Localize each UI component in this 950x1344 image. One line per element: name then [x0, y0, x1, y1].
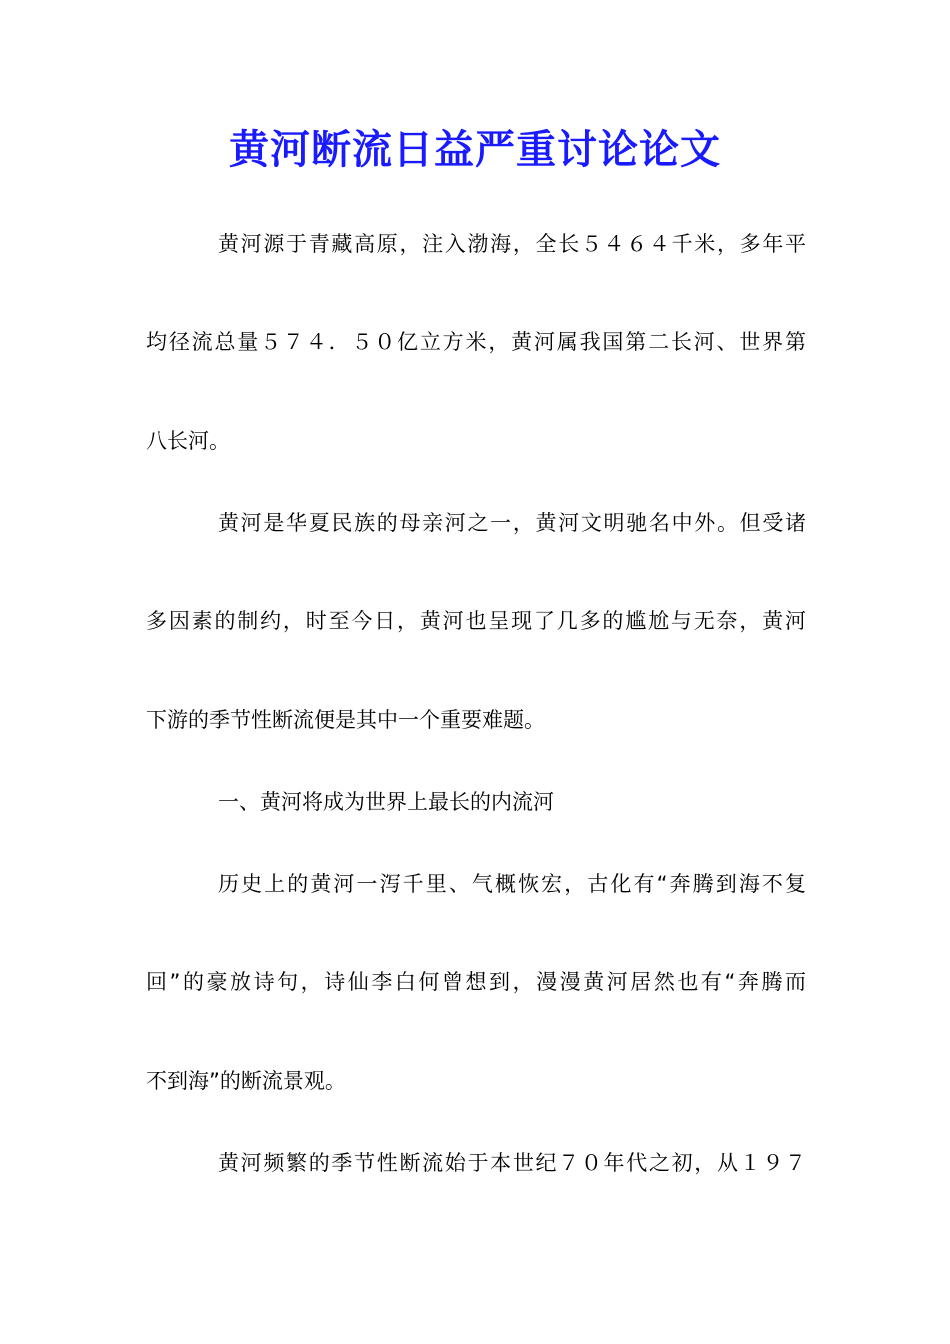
paragraph-line: 黄河是华夏民族的母亲河之一，黄河文明驰名中外。但受诸 — [218, 511, 806, 535]
paragraph-line: 不到海”的断流景观。 — [146, 1069, 346, 1093]
paragraph-line: 均径流总量５７４．５０亿立方米，黄河属我国第二长河、世界第 — [146, 330, 806, 354]
paragraph-line: 回”的豪放诗句，诗仙李白何曾想到，漫漫黄河居然也有“奔腾而 — [146, 970, 806, 994]
paragraph-line: 历史上的黄河一泻千里、气概恢宏，古化有“奔腾到海不复 — [218, 872, 806, 896]
paragraph-line: 多因素的制约，时至今日，黄河也呈现了几多的尴尬与无奈，黄河 — [146, 609, 806, 633]
paragraph-line: 下游的季节性断流便是其中一个重要难题。 — [146, 708, 545, 732]
document-title: 黄河断流日益严重讨论论文 — [229, 126, 721, 173]
paragraph-line: 黄河频繁的季节性断流始于本世纪７０年代之初，从１９７ — [218, 1151, 806, 1175]
paragraph-line: 八长河。 — [146, 429, 230, 453]
section-heading: 一、黄河将成为世界上最长的内流河 — [218, 790, 554, 814]
paragraph-line: 黄河源于青藏高原，注入渤海，全长５４６４千米，多年平 — [218, 232, 806, 256]
